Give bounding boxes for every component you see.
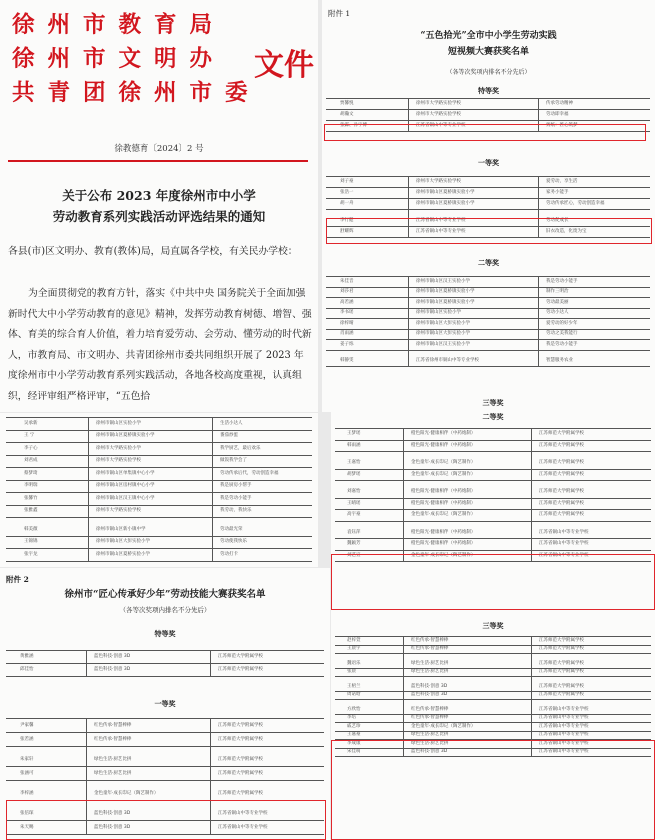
table-row [335,715,651,724]
annex2-title: 徐州市“匠心传承好少年”劳动技能大赛获奖名单 [64,589,266,600]
table-row [335,646,651,655]
table-cell: 橙色阳光·健康相伴（中药炮制） [411,541,476,546]
table-cell: 橙色阳光·健康相伴（中药炮制） [411,442,476,448]
table-row [6,524,312,537]
table-cell: 韩美薇 [24,526,38,532]
table-cell: 王梦瑶 [347,431,361,436]
table-cell: 徐州市铜山区实验小学 [96,420,141,426]
table-row [326,298,650,309]
table-cell: 做饭我学会了 [220,458,247,463]
table-cell: 邱佳怡 [20,666,34,672]
column-divider [86,651,87,676]
header-suffix: 文件 [254,48,314,83]
table-row [6,443,312,456]
table-row [335,429,651,441]
table-cell: 刘嘉怡 [347,489,361,494]
table-cell: 我是劳动小能手 [546,341,578,347]
table-cell: 剪纸：匠心筑梦 [546,122,578,128]
table-cell: 绿色生活·厨艺比拼 [411,740,449,746]
annex1-page [322,0,655,412]
table-row [6,493,312,506]
table [335,636,651,756]
table-cell: 旧衣改造，化废为宝 [546,228,587,234]
table-cell: 徐州市大学路实验小学 [96,445,141,451]
table-cell: 徐州市铜山区汉王实验小学 [416,341,470,347]
table-cell: 我是厨房小帮手 [220,483,252,488]
table-cell: 肖雨涵 [340,331,354,336]
table-cell: 金色童年·成长印记（陶艺制作） [411,512,476,517]
table-cell: 张晨 [347,669,356,674]
table-cell: 江苏师范大学附属学校 [539,460,584,465]
table-cell: 红色传承·智慧棒棒 [411,646,449,651]
table-cell: 劳动最光荣 [220,526,243,532]
table-cell: 江苏省铜山中等专业学校 [539,749,589,754]
table-cell: 劳动小达人 [546,310,569,315]
table-cell: 魏颖芳 [347,541,361,546]
annex3-page [331,392,655,840]
table-row [6,719,324,733]
table-row [326,340,650,351]
table-cell: 徐州市铜山区单集镇中心小学 [96,470,155,476]
column-divider [531,429,532,561]
table-cell: 李子心 [24,445,38,451]
table-cell: 蓝色科技·创意 3D [94,810,131,816]
table-cell: 绿色生活·厨艺比拼 [94,770,132,776]
annex1-title-2: 短视频大赛获奖名单 [447,47,529,57]
table-row [335,539,651,551]
table-cell: 刘艺宣 [347,552,361,558]
table-cell: 王晨宇 [347,646,361,651]
annex3-third-label-top: 三等奖 [482,398,504,407]
table-cell: 我学厨艺，最后欢乐 [220,445,261,451]
table-cell: 劳动即幸福 [546,111,569,117]
table-cell: 吴承新 [24,420,38,426]
table-cell: 江苏师范大学附属学校 [539,646,584,651]
header-line-1: 徐州市教育局 [12,12,226,38]
table-cell: 江苏省铜山中等专业学校 [539,732,589,737]
table-cell: 江苏师范大学附属学校 [539,669,584,674]
table-cell: 高若涵 [340,299,354,305]
table-row [335,470,651,482]
annex2-label: 附件 2 [6,575,29,584]
table-cell: 红色传承·智慧棒棒 [94,722,132,728]
table-cell: 江苏省铜山中等专业学校 [416,122,466,128]
table-cell: 刘莎君 [340,289,354,294]
annex1-subtitle: （各等次奖项内排名不分先后） [446,69,531,76]
table-cell: 徐州市大学路实验学校 [96,458,141,463]
column-divider [88,418,89,561]
table-cell: 尹家馨 [20,722,34,728]
table-row [335,669,651,678]
table-cell: 袁钰萍 [347,529,361,535]
table-cell: 绿色生活·厨艺比拼 [411,732,449,737]
table-cell: 刘君成 [24,458,38,463]
table-cell: 江苏师范大学附属学校 [218,736,263,742]
table-cell: 爱劳动，享生活 [546,178,578,184]
table-cell: 韩雨涵 [347,442,361,448]
table-cell: 江苏师范大学附属学校 [539,683,584,689]
doc-number: 徐教德育〔2024〕2 号 [114,144,204,154]
table-cell: 胡瀚文 [340,111,354,117]
table-cell: 制作三明治 [546,289,569,294]
annex3-third-label: 三等奖 [482,621,504,630]
annex2-special-label: 特等奖 [154,629,176,638]
table-row [6,787,324,801]
table-cell: 蓝色科技·创意 3D [411,692,448,697]
table-cell: 贾馨悦 [340,100,354,106]
table-cell: 张馨竹 [24,495,38,501]
table-cell: 江苏师范大学附属学校 [539,489,584,494]
table-cell: 朱佳音 [340,278,354,284]
table-row [6,753,324,767]
table-cell: 橙色阳光·健康相伴（中药炮制） [411,489,476,494]
table-cell: 橙色阳光·健康相伴（中药炮制） [411,500,476,506]
column-divider [408,277,409,366]
table-cell: 江苏师范大学附属学校 [539,500,584,506]
table-cell: 江苏师范大学附属学校 [218,756,263,762]
table-cell: 江苏师范大学附属学校 [539,692,584,697]
table-cell: 李梓涵 [20,790,34,796]
table-cell: 江苏省铜山中等专业学校 [539,552,589,558]
table-cell: 江苏师范大学附属学校 [539,431,584,436]
table-cell: 周诺晗 [347,692,361,697]
table-cell: 徐州市铜山区大彭实验小学 [96,539,150,544]
table-cell: 生活小达人 [220,420,243,426]
table [326,276,650,366]
table-cell: 红色传承·智慧棒棒 [411,706,449,712]
table-cell: 赵梓萱 [347,637,361,643]
table-row [335,660,651,669]
table-row [335,637,651,646]
table-cell: 徐州市铜山区大彭实验小学 [416,320,470,326]
table-cell: 橙色阳光·健康相伴（中药炮制） [411,431,476,436]
table-cell: 传承劳动精神 [546,100,573,106]
table-cell: 徐州市大学路实验学校 [416,178,461,184]
table-cell: 江苏省徐州市铜山中等专业学校 [416,358,479,363]
table-row [6,651,324,664]
table-cell: 李明瑞 [24,483,38,488]
table-cell: 朱家轩 [20,756,34,762]
table-cell: 徐州市铜山区汉王实验小学 [416,278,470,284]
table-cell: 戚艺珍 [347,723,361,729]
table-cell: 张涵可 [20,770,34,776]
table-row [326,330,650,341]
table-cell: 胡梦瑶 [347,471,361,477]
highlight-box [326,218,652,244]
table-cell: 徐州市铜山区大彭实验小学 [416,331,470,336]
table-cell: 江苏省铜山中等专业学校 [218,810,268,816]
table-cell: 徐州市铜山区房村镇中心小学 [96,483,155,488]
annex1-title-1: “五色拾光”全市中小学生劳动实践 [420,31,557,41]
table-cell: 江苏省铜山中等专业学校 [416,228,466,234]
table-cell: 方欣怡 [347,706,361,712]
table-cell: 徐州市铜山区实验小学 [416,310,461,315]
table-row [326,177,650,188]
table-cell: 李成康 [347,740,361,746]
table-cell: 江苏师范大学附属学校 [539,660,584,666]
table-cell: 徐州市大学路实验学校 [416,111,461,117]
table-cell: 我是劳动小能手 [220,495,252,501]
table-row [335,683,651,692]
table-cell: 舒耀辉 [340,228,354,234]
table-row [326,199,650,210]
table-cell: 徐梓晴 [340,320,354,326]
table-cell: 江苏师范大学附属学校 [218,722,263,728]
table [335,428,651,561]
annex1-first-label: 一等奖 [478,158,499,167]
table-cell: 金色童年·成长印记（陶艺制作） [411,471,476,477]
header-line-3: 共青团徐州市委 [12,80,261,106]
annex-list-snippet [0,413,318,567]
table-cell: 宋佳萌 [347,749,361,754]
table-cell: 徐州市铜山区夏桥实验小学 [96,551,150,557]
table-cell: 江苏省铜山中等专业学校 [539,715,589,720]
table-cell: 绿色生活·厨艺比拼 [94,756,132,762]
table-cell: 江苏师范大学附属学校 [218,653,263,659]
table-row [335,732,651,741]
table-cell: 橙色阳光·健康相伴（中药炮制） [411,529,476,535]
table-row [326,188,650,199]
table-row [6,506,312,519]
table-cell: 蓝色科技·创意 3D [94,824,131,830]
table-row [6,431,312,444]
notice-title-1: 关于公布 2023 年度徐州市中小学 [62,188,256,203]
table-cell: 蔡梦琦 [24,470,38,476]
table-cell: 徐州市铜山区夏桥镇实验小学 [416,189,475,195]
table [6,417,312,561]
column-divider [210,651,211,676]
table-cell: 张雅鑫 [24,508,38,513]
table-cell: 劳动之美我能行 [546,331,578,336]
table-cell: 徐州市大学路实验学校 [96,508,141,513]
table-cell: 番茄炒蛋 [220,433,238,438]
table-cell: 黄雅涵 [20,653,34,659]
table-row [326,288,650,299]
table-row [6,468,312,481]
annex1-special-label: 特等奖 [478,86,499,95]
column-divider [538,277,539,366]
table-row [335,692,651,701]
table-row [335,528,651,540]
table [6,650,324,676]
table-cell: 徐州市铜山区夏桥镇实验小学 [416,299,475,305]
table-row [335,441,651,453]
table-cell: 魏语乐 [347,660,361,666]
annex1-second-label: 二等奖 [478,258,499,267]
salutation: 各县(市)区文明办、教育(教体)局，局直属各学校，有关民办学校： [8,246,298,257]
table-cell: 张宇龙 [24,551,38,557]
table-cell: 劳动传承后代，劳动创造幸福 [220,470,279,476]
table-cell: 江苏省铜山中等专业学校 [416,217,466,223]
table-cell: 劳动促成长 [546,217,569,223]
table-cell: 江苏省铜山中等专业学校 [218,824,268,830]
table-cell: 爱劳动的好少年 [546,320,578,326]
table-cell: 我是劳动小能手 [546,278,578,284]
table-row [326,357,650,368]
table-cell: 张霖、孙宇博 [340,122,367,128]
table-cell: 张倍琛 [20,810,34,816]
table-cell: 韩静雯 [340,358,354,363]
table-cell: 江苏师范大学附属学校 [539,637,584,643]
table-cell: 我劳动，我快乐 [220,508,252,513]
table-cell: 王锦锦 [24,539,38,544]
column-divider [212,418,213,561]
table-cell: 王嘉怡 [347,460,361,465]
table-cell: 劳动最美丽 [546,299,569,305]
table-row [6,733,324,747]
table-cell: 胡一舟 [340,200,354,206]
table-cell: 劳动传承匠心，劳动创造幸福 [546,200,605,206]
table-cell: 江苏省铜山中等专业学校 [539,740,589,746]
notice-page [0,0,318,412]
table-cell: 江苏省铜山中等专业学校 [539,706,589,712]
table-cell: 金色童年·成长印记（陶艺制作） [411,552,476,558]
table-cell: 江苏省铜山中等专业学校 [539,541,589,546]
highlight-box [331,554,655,610]
table-row [326,277,650,288]
table-cell: 江苏师范大学附属学校 [539,442,584,448]
table-cell: 蓝色科技·创意 3D [94,653,131,659]
table-cell: 绿色生活·厨艺比拼 [411,669,449,674]
table-row [335,487,651,499]
table-cell: 蓝色科技·创意 3D [94,666,131,672]
table-cell: 姜子烁 [340,341,354,347]
annex2-first-label: 一等奖 [154,699,176,708]
table-cell: 王晴瑶 [347,500,361,506]
table-row [6,456,312,469]
highlight-box [324,124,646,141]
annex2-subtitle: （各等次奖项内排名不分先后） [119,606,211,614]
table-cell: 徐州市铜山区夏桥镇实验小学 [96,433,155,438]
table-cell: 江苏师范大学附属学校 [539,471,584,477]
table-cell: 徐州市铜山区夏桥镇实验小学 [416,289,475,294]
table-cell: 江苏师范大学附属学校 [218,666,263,672]
highlight-box [331,740,655,840]
column-divider [403,637,404,756]
table-row [326,99,650,110]
table-row [326,110,650,121]
table-cell: 红色传承·智慧棒棒 [94,736,132,742]
table-row [335,723,651,732]
table-cell: 劳动打卡 [220,551,238,557]
table-cell: 金色童年·成长印记（陶艺制作） [411,723,476,729]
table-row [6,418,312,431]
table-cell: 李培 [347,715,356,720]
table-cell: 徐州市大学路实验学校 [416,100,461,106]
table-row [335,706,651,715]
table-cell: 徐州市铜山区汉王镇中心小学 [96,495,155,501]
table-cell: 蓝色科技·创意 3D [411,683,448,689]
table-cell: 红色传承·智慧棒棒 [411,637,449,643]
notice-title-2: 劳动教育系列实践活动评选结果的通知 [52,209,266,224]
table-cell: 家务小能手 [546,189,569,195]
highlight-box [6,800,326,840]
table-cell: 金色童年·成长印记（陶艺制作） [411,460,476,465]
table-row [326,319,650,330]
column-divider [403,429,404,561]
table-cell: 劳动使我快乐 [220,539,247,544]
table-cell: 张浩一 [340,189,354,195]
table-cell: 徐州市铜山区夏桥镇实验小学 [416,200,475,206]
table-cell: 蓝色科技·创意 3D [411,749,448,754]
annex2-page [0,568,330,840]
table-cell: 王 宁 [24,433,35,438]
table-row [335,510,651,522]
table-row [6,664,324,677]
table-row [6,537,312,550]
table-cell: 张若涵 [20,736,34,742]
table-cell: 李行健 [340,217,354,223]
table-row [6,767,324,781]
table-cell: 江苏省铜山中等专业学校 [539,529,589,535]
table-row [6,549,312,562]
table-cell: 高宇豪 [347,512,361,517]
table-cell: 金色童年·成长印记（陶艺制作） [94,790,159,796]
header-line-2: 徐州市文明办 [12,46,226,72]
annex3-second-label: 二等奖 [482,412,504,421]
notice-paragraph: 为全面贯彻党的教育方针，落实《中共中央 国务院关于全面加强新时代大中小学劳动教育的意见》精神，发挥劳动教育树德、增智、强体、育美的综合育人价值，着力培育爱劳动、会劳动、懂劳动的时代新人，市教育局、市文明办、共青团徐州市委共同组织开展了 2023 年度徐州市中小学劳动教育系列实践活动，各地各校高度重视，认真组织，经评审组严格评审，“五色拾 [8,288,312,402]
red-divider [8,160,308,162]
table-row [335,458,651,470]
table-row [6,481,312,494]
table-cell: 刘子豪 [340,178,354,184]
table-cell: 江苏师范大学附属学校 [539,512,584,517]
column-divider [531,637,532,756]
table-cell: 红色传承·智慧棒棒 [411,715,449,720]
table-cell: 朱天赐 [20,824,34,830]
table-cell: 李书瑶 [340,310,354,315]
table-cell: 智慧服务农业 [546,358,573,363]
table-cell: 江苏师范大学附属学校 [218,790,263,796]
table-row [335,499,651,511]
table-cell: 江苏省铜山中等专业学校 [539,723,589,729]
table-cell: 绿色生活·厨艺比拼 [411,660,449,666]
table-cell: 王嘉豪 [347,732,361,737]
annex1-label: 附件 1 [328,9,351,18]
table-row [326,309,650,320]
table-cell: 王梧兰 [347,683,361,689]
table-cell: 江苏师范大学附属学校 [218,770,263,776]
table-cell: 徐州市铜山区新小镇中学 [96,526,146,532]
